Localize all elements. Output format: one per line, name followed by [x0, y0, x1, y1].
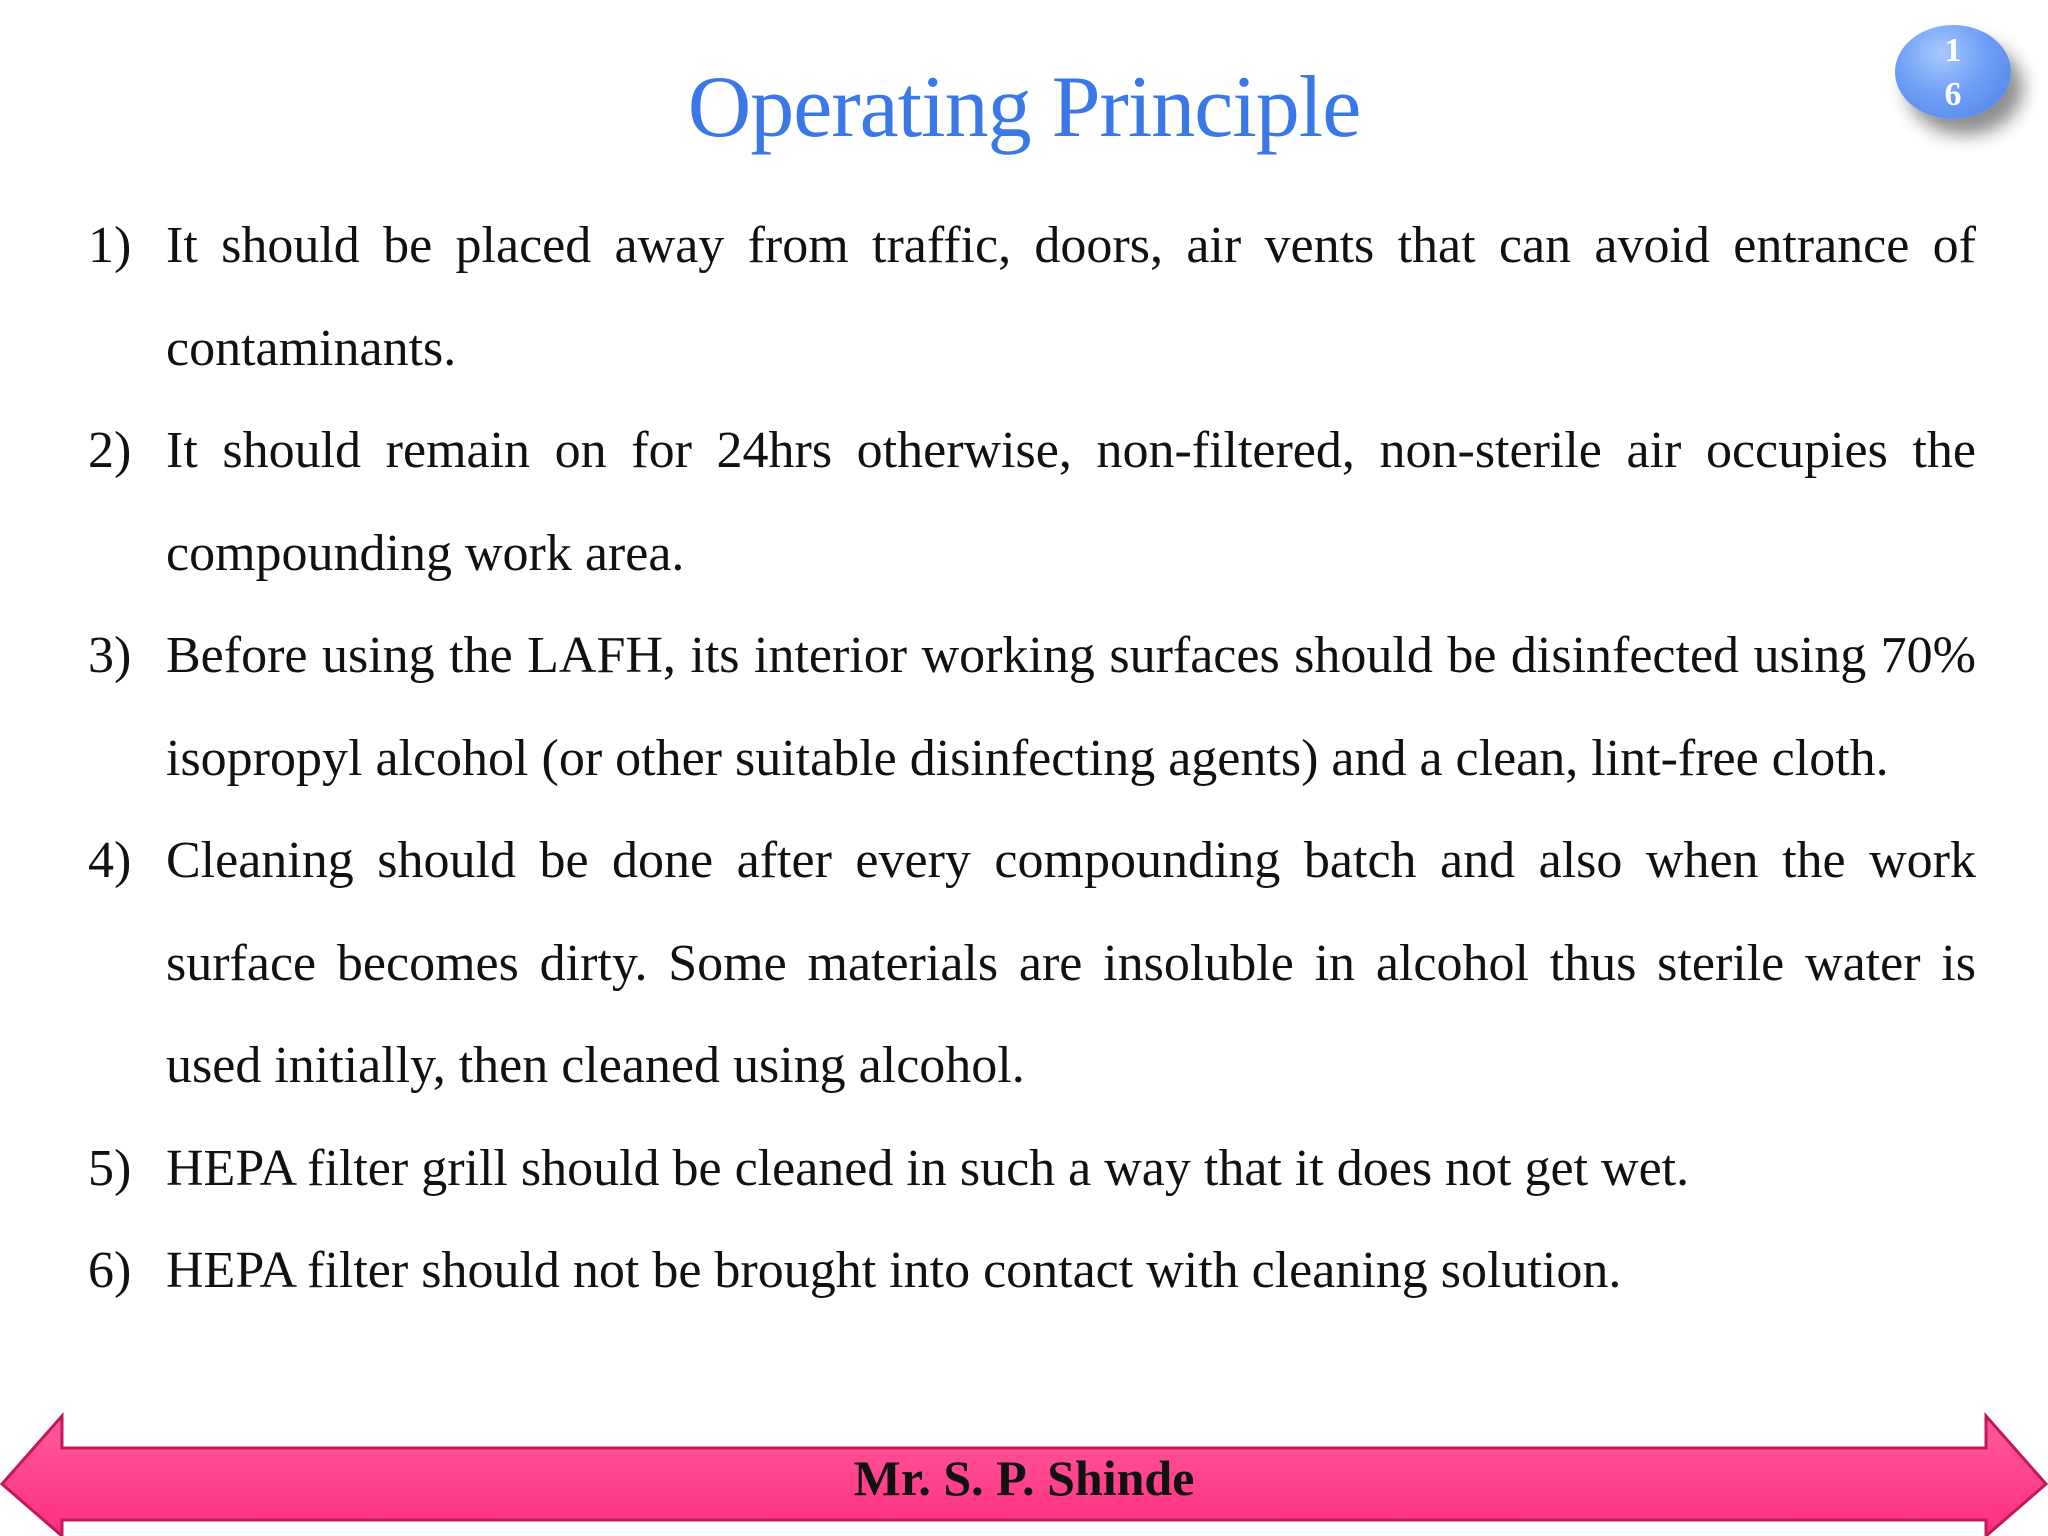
list-item [88, 400, 1976, 605]
item-number: 2) [88, 422, 132, 479]
item-number: 6) [88, 1242, 132, 1299]
item-number: 4) [88, 832, 132, 889]
footer-banner [0, 1412, 2048, 1536]
list-item [88, 1118, 1976, 1221]
principle-list [88, 195, 1976, 1323]
item-number: 5) [88, 1139, 132, 1197]
item-text: Cleaning should be done after every compounding batch and also when the work surface becomes dirty. Some materials are insoluble in alcohol thus sterile water is used initially, then cleaned using alcohol. [166, 832, 1976, 1094]
footer-author: Mr. S. P. Shinde [853, 1450, 1195, 1506]
page-number-digit-2: 6 [1944, 76, 1962, 113]
item-text: HEPA filter should not be brought into contact with cleaning solution. [166, 1242, 1622, 1299]
item-text: It should remain on for 24hrs otherwise, non-filtered, non-sterile air occupies the compounding work area. [166, 422, 1976, 582]
list-item [88, 810, 1976, 1118]
list-item [88, 195, 1976, 400]
page-number-badge [1895, 25, 2011, 119]
list-item [88, 1220, 1976, 1323]
item-text: Before using the LAFH, its interior working surfaces should be disinfected using 70% isopropyl alcohol (or other suitable disinfecting agents) and a clean, lint-free cloth. [166, 627, 1976, 787]
page-number-digit-1: 1 [1944, 32, 1962, 69]
item-text: It should be placed away from traffic, doors, air vents that can avoid entrance of contaminants. [166, 217, 1976, 377]
item-number: 1) [88, 217, 132, 274]
list-item [88, 605, 1976, 810]
slide-title: Operating Principle [687, 59, 1361, 156]
item-text: HEPA filter grill should be cleaned in such a way that it does not get wet. [166, 1139, 1690, 1197]
item-number: 3) [88, 627, 132, 684]
